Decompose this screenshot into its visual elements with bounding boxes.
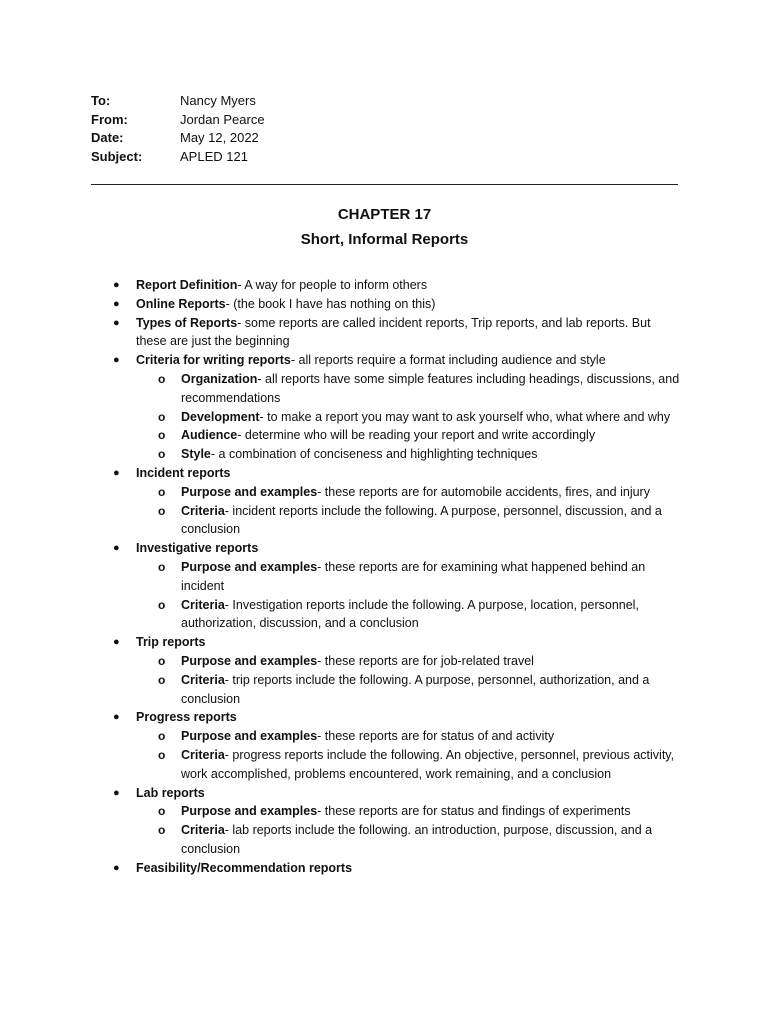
bullet-icon: ● (113, 297, 120, 310)
sub-list-item (0, 426, 681, 445)
memo-header (91, 92, 265, 166)
sub-list-item (0, 502, 681, 540)
list-item-term: Style (181, 447, 211, 462)
list-item (0, 351, 676, 370)
sub-list-item (0, 802, 681, 821)
list-item-term: Lab reports (136, 785, 205, 800)
chapter-number: CHAPTER 17 (337, 206, 432, 223)
memo-subject-label: Subject: (91, 148, 143, 164)
memo-from-row (91, 111, 265, 130)
notes-list (0, 276, 768, 878)
bullet-icon: ● (113, 466, 120, 479)
list-item (0, 708, 676, 727)
list-item-term: Criteria (181, 747, 225, 762)
memo-to-row (91, 92, 265, 111)
bullet-icon: ● (113, 636, 120, 649)
list-item-text: - (the book I have has nothing on this) (225, 296, 436, 311)
memo-date-label: Date: (91, 130, 124, 145)
memo-from-label: From: (91, 111, 128, 127)
list-item-text: - some reports are called incident reports, Trip reports, and lab reports. But these are just the beginning (136, 315, 651, 349)
memo-to-label: To: (91, 93, 111, 108)
list-item-term: Incident reports (136, 465, 231, 480)
sub-list-item (0, 370, 681, 408)
sub-bullet-icon: o (158, 371, 166, 386)
sub-bullet-icon: o (158, 823, 166, 838)
bullet-icon: ● (113, 279, 120, 291)
list-item-term: Criteria for writing reports (136, 353, 291, 368)
memo-from-value: Jordan Pearce (180, 111, 265, 127)
list-item-term: Criteria (181, 823, 225, 838)
bullet-icon: ● (113, 542, 120, 555)
sub-list-item (0, 746, 681, 784)
bullet-icon: ● (113, 316, 120, 329)
list-item-text: - these reports are for automobile accidents, fires, and injury (317, 484, 650, 499)
list-item (0, 464, 676, 483)
sub-list-item (0, 671, 681, 709)
sub-bullet-icon: o (158, 672, 166, 687)
list-item (0, 276, 676, 295)
list-item (0, 314, 676, 352)
list-item-term: Purpose and examples (181, 804, 318, 819)
sub-list-item (0, 558, 681, 596)
list-item-term: Purpose and examples (181, 653, 318, 668)
memo-to-value: Nancy Myers (180, 93, 256, 108)
sub-list-item (0, 596, 681, 634)
list-item-term: Organization (181, 371, 258, 386)
sub-bullet-icon: o (158, 653, 166, 668)
sub-list-item (0, 652, 681, 671)
list-item-term: Report Definition (136, 278, 238, 292)
bullet-icon: ● (113, 354, 120, 367)
sub-bullet-icon: o (158, 747, 166, 762)
list-item-term: Criteria (181, 597, 225, 612)
list-item-term: Purpose and examples (181, 484, 318, 499)
list-item-text: - lab reports include the following. an introduction, purpose, discussion, and a conclusion (181, 823, 653, 856)
list-item-text: - incident reports include the following. A purpose, personnel, discussion, and a conclusion (181, 503, 662, 537)
bullet-icon: ● (113, 861, 120, 874)
sub-list-item (0, 408, 681, 427)
sub-list-item (0, 483, 681, 502)
sub-bullet-icon: o (158, 409, 166, 424)
sub-bullet-icon: o (158, 428, 166, 443)
list-item-term: Trip reports (136, 635, 206, 650)
sub-bullet-icon: o (158, 484, 166, 499)
sub-bullet-icon: o (158, 559, 166, 574)
list-item-term: Audience (181, 428, 238, 443)
list-item-term: Purpose and examples (181, 559, 318, 574)
list-item-term: Criteria (181, 672, 225, 687)
list-item-text: - A way for people to inform others (237, 278, 428, 292)
list-item-text: - all reports have some simple features including headings, discussions, and recommendations (181, 371, 680, 405)
list-item-text: - Investigation reports include the following. A purpose, location, personnel, authorization, discussion, and a conclusion (181, 597, 639, 631)
memo-date-value: May 12, 2022 (180, 130, 259, 145)
sub-bullet-icon: o (158, 447, 166, 462)
sub-bullet-icon: o (158, 503, 166, 518)
list-item (0, 859, 676, 878)
list-item-term: Criteria (181, 503, 225, 518)
bullet-icon: ● (113, 786, 120, 799)
memo-date-row (91, 129, 265, 148)
list-item-term: Development (181, 409, 260, 424)
list-item-text: - these reports are for status and findings of experiments (317, 804, 631, 819)
list-item-text: - these reports are for status of and activity (317, 729, 555, 744)
list-item-term: Purpose and examples (181, 729, 318, 744)
chapter-title: Short, Informal Reports (300, 231, 469, 248)
list-item-text: - progress reports include the following. An objective, personnel, previous activity, work accomplished, problems encountered, work remaining, and a conclusion (181, 747, 675, 781)
sub-bullet-icon: o (158, 597, 166, 612)
sub-bullet-icon: o (158, 804, 166, 819)
bullet-icon: ● (113, 711, 120, 724)
sub-bullet-icon: o (158, 729, 166, 744)
sub-list-item (0, 445, 681, 464)
list-item (0, 633, 676, 652)
list-item-text: - all reports require a format including audience and style (290, 353, 606, 368)
list-item-text: - to make a report you may want to ask yourself who, what where and why (259, 409, 671, 424)
list-item-text: - determine who will be reading your report and write accordingly (237, 428, 596, 443)
list-item-text: - these reports are for job-related travel (317, 653, 534, 668)
list-item-term: Online Reports (136, 296, 226, 311)
list-item-term: Investigative reports (136, 541, 259, 556)
list-item-term: Types of Reports (136, 315, 238, 330)
sub-list-item (0, 727, 681, 746)
memo-subject-value: APLED 121 (180, 148, 248, 164)
list-item-term: Feasibility/Recommendation reports (136, 860, 353, 875)
list-item-text: - trip reports include the following. A purpose, personnel, authorization, and a conclusion (181, 672, 650, 706)
header-divider (91, 184, 678, 185)
sub-list-item (0, 821, 681, 859)
list-item (0, 539, 676, 558)
list-item (0, 784, 676, 803)
list-item (0, 295, 676, 314)
memo-subject-row (91, 148, 265, 167)
list-item-text: - these reports are for examining what happened behind an incident (181, 559, 646, 593)
list-item-text: - a combination of conciseness and highlighting techniques (210, 447, 538, 462)
list-item-term: Progress reports (136, 710, 237, 725)
